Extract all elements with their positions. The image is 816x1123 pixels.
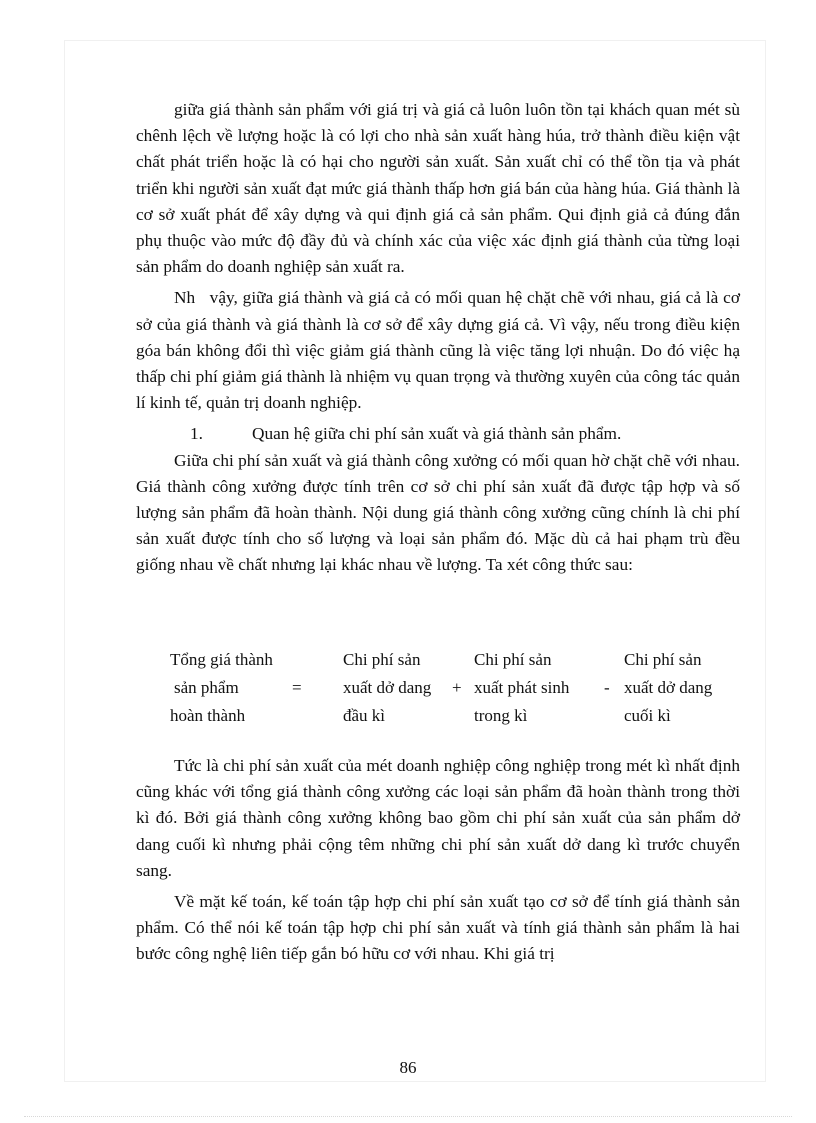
paragraph: Về mặt kế toán, kế toán tập hợp chi phí sản xuất tạo cơ sở để tính giá thành sản phẩm. Có thể nói kế toán tập hợp chi phí sản xuất và tính giá thành sản phẩm là hai bước công nghệ liên tiếp gắn bó hữu cơ với nhau. Khi giá trị — [136, 892, 740, 964]
page-footer-rule — [24, 1116, 792, 1117]
body-text-bottom — [136, 753, 740, 968]
plus-sign: + — [452, 678, 462, 697]
formula-term-opening: xuất dở dang — [343, 678, 432, 697]
paragraph: Tức là chi phí sản xuất của mét doanh nghiệp công nghiệp trong mét kì nhất định cũng khác với tổng giá thành công xưởng các loại sản phẩm đã hoàn thành trong thời kì đó. Bởi giá thành công xưởng không bao gồm chi phí sản xuất của sản phẩm dở dang cuối kì nhưng phải cộng têm những chi phí sản xuất dở dang kì trước chuyển sang. — [136, 756, 740, 880]
formula-term-incurred: xuất phát sinh — [474, 678, 570, 697]
formula-term-total: Tổng giá thành — [170, 650, 273, 669]
section-number: 1. — [190, 424, 203, 444]
formula-term-incurred: trong kì — [474, 706, 528, 725]
body-text-top — [136, 97, 745, 579]
formula-row — [136, 646, 740, 674]
formula-term-total: hoàn thành — [170, 706, 246, 725]
formula-block — [136, 646, 740, 730]
formula-term-closing: xuất dở dang — [624, 678, 713, 697]
formula-term-opening: đầu kì — [343, 706, 386, 725]
formula-term-closing: cuối kì — [624, 706, 671, 725]
equals-sign: = — [292, 678, 302, 697]
section-title: Quan hệ giữa chi phí sản xuất và giá thành sản phẩm. — [252, 424, 622, 444]
formula-term-closing: Chi phí sản — [624, 650, 702, 669]
section-heading — [136, 421, 740, 447]
formula-term-opening: Chi phí sản — [343, 650, 421, 669]
minus-sign: - — [604, 678, 610, 697]
formula-term-incurred: Chi phí sản — [474, 650, 552, 669]
formula-term-total: sản phẩm — [174, 678, 239, 697]
paragraph: giữa giá thành sản phẩm với giá trị và giá cả luôn luôn tồn tại khách quan mét sù chênh lệch về lượng hoặc là có lợi cho nhà sản xuất hàng húa, trở thành điều kiện vật chất phát triển hoặc là có hại cho người sản xuất. Sản xuất chỉ có thể tồn tịa và phát triển khi người sản xuất đạt mức giá thành thấp hơn giá bán của hàng húa. Giá thành là cơ sở xuất phát để xây dựng và qui định giá cả sản phẩm. Qui định giả cả đúng đắn phụ thuộc vào mức độ đầy đủ và chính xác của việc xác định giá thành của từng loại sản phẩm do doanh nghiệp sản xuất ra. — [136, 100, 740, 277]
paragraph: Giữa chi phí sản xuất và giá thành công xưởng có mối quan hờ chặt chẽ với nhau. Giá thành công xưởng được tính trên cơ sở chi phí sản xuất đã được tập hợp và số lượng sản phẩm đã hoàn thành. Nội dung giá thành công xưởng cũng chính là chi phí sản xuất được tính cho số lượng và loại sản phẩm đó. Mặc dù cả hai phạm trù đều giống nhau về chất nhưng lại khác nhau về lượng. Ta xét công thức sau: — [136, 450, 740, 575]
formula-row — [136, 674, 740, 702]
formula-row — [136, 702, 740, 730]
page-number: 86 — [399, 1058, 417, 1077]
paragraph: Nh vậy, giữa giá thành và giá cả có mối quan hệ chặt chẽ với nhau, giá cả là cơ sở của giá thành và giá thành là cơ sở để xây dựng giá cả. Vì vậy, nếu trong điều kiện góa bán không đổi thì việc giảm giá thành cũng là việc tăng lợi nhuận. Do đó việc hạ thấp chi phí giảm giá thành là nhiệm vụ quan trọng và thường xuyên của công tác quản lí kinh tế, quản trị doanh nghiệp. — [136, 288, 745, 413]
